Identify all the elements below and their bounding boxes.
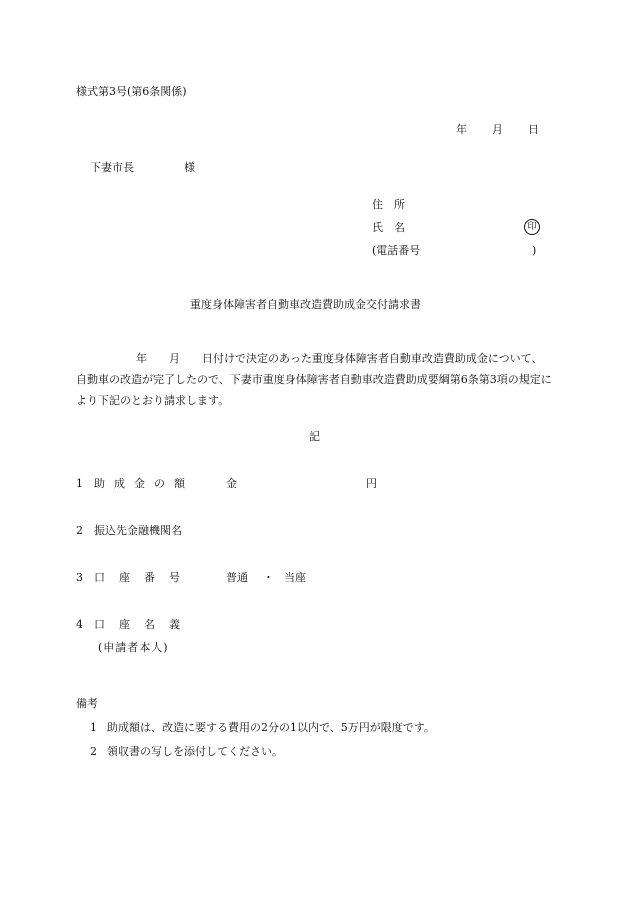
remark2-number: 2: [90, 745, 97, 758]
item3-label: 口座番号: [94, 571, 194, 584]
item2-label: 振込先金融機関名: [94, 524, 182, 537]
date-year-label: 年: [456, 123, 467, 136]
item1-number: 1: [76, 477, 83, 490]
item1-yen: 円: [366, 477, 377, 490]
item3-ordinary: 普通: [226, 571, 248, 584]
item2-number: 2: [76, 524, 83, 537]
remark1-text: 助成額は、改造に要する費用の2分の1以内で、5万円が限度です。: [107, 721, 435, 734]
document-title: 重度身体障害者自動車改造費助成金交付請求書: [190, 298, 421, 311]
item4-label: 口座名義: [94, 618, 194, 631]
body-text: 日付けで決定のあった重度身体障害者自動車改造費助成金について、自動車の改造が完了したので、下妻市重度身体障害者自動車改造費助成要綱第6条第3項の規定により下記のとおり請求します。: [76, 352, 552, 407]
form-number: 様式第3号(第6条関係): [76, 85, 187, 98]
item1-label: 助成金の額: [94, 477, 194, 490]
applicant-phone-close: ): [532, 244, 537, 257]
item3-separator: ・: [263, 571, 274, 584]
body-year: 年: [136, 352, 147, 365]
addressee-mayor: 下妻市長: [90, 161, 134, 174]
seal-mark: 印: [524, 219, 540, 235]
item4-note: (申請者本人): [98, 641, 169, 654]
body-month: 月: [169, 352, 180, 365]
date-day-label: 日: [528, 123, 539, 136]
ki-heading: 記: [309, 430, 320, 443]
item1-kin: 金: [226, 477, 237, 490]
body-paragraph: [76, 348, 552, 411]
applicant-name-label: 氏 名: [372, 221, 405, 234]
remark2-text: 領収書の写しを添付してください。: [107, 745, 283, 758]
applicant-phone-open: (電話番号: [372, 244, 421, 257]
applicant-address-label: 住 所: [372, 198, 405, 211]
addressee-honorific: 様: [184, 161, 195, 174]
item4-number: 4: [76, 618, 83, 631]
date-month-label: 月: [492, 123, 503, 136]
item3-number: 3: [76, 571, 83, 584]
item3-current: 当座: [284, 571, 306, 584]
remarks-heading: 備考: [76, 697, 98, 710]
remark1-number: 1: [90, 721, 97, 734]
